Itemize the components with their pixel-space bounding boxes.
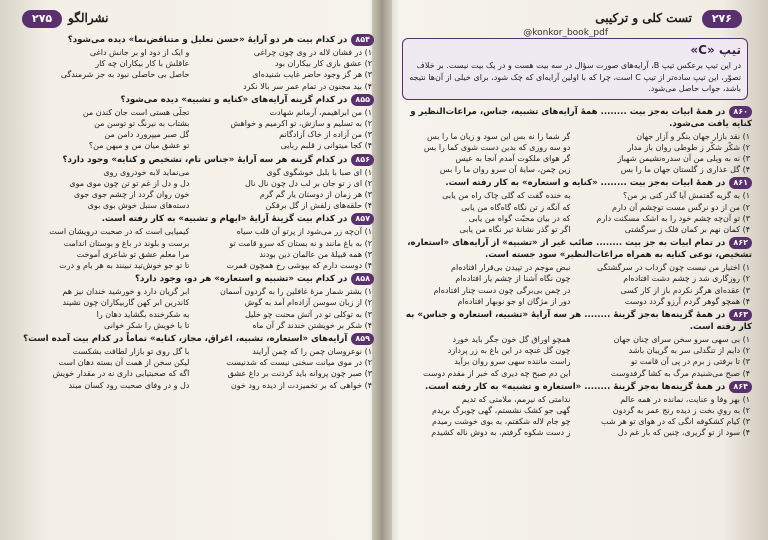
question-number: ۸۶۲ bbox=[729, 237, 752, 249]
option-line: حاصل بی حاصلی نبود به جز شرمندگی bbox=[60, 70, 190, 80]
question-number: ۸۵۶ bbox=[351, 154, 374, 166]
option-line: و ایک از دود او بر جانش داغی bbox=[89, 48, 190, 57]
option-line: ۳) همه قبیلهٔ من عالمان دین بودند bbox=[259, 249, 372, 259]
option-row bbox=[14, 81, 372, 92]
option-line: این دم صبح چه دیری که خبر از مقدم دوست bbox=[423, 368, 571, 378]
type-c-box bbox=[402, 38, 748, 100]
option-line: زین چمن، سایهٔ آن سرو روان ما را بس bbox=[439, 165, 571, 175]
option-line: ۳) تو آن‌چه چشم خود را به اشک مسکنت دارم bbox=[596, 213, 750, 223]
option-line: چون گل غنچه در این باغ به زر پردازد bbox=[447, 346, 571, 356]
option-row bbox=[14, 47, 372, 58]
option-line: گل صبر میپرورد دامن من bbox=[104, 130, 190, 140]
left-page-header bbox=[8, 8, 380, 32]
question-number: ۸۵۸ bbox=[351, 273, 374, 285]
option-line: نبض موجم در تپیدن بی‌قرار افتاده‌ام bbox=[451, 263, 571, 273]
option-row bbox=[14, 178, 372, 189]
option-row bbox=[14, 129, 372, 140]
option-line: می‌نماید لابه خودروی روی bbox=[103, 167, 190, 177]
question-stem: ۸۶۴در همهٔ گزینه‌ها به‌جز گزینهٔ ........ «استعاره و تشبیه» به کار رفته است. bbox=[398, 381, 752, 393]
option-line: ۱) نقد بازار جهان بنگر و آزار جهان bbox=[636, 131, 750, 141]
type-c-text: در این تیپ برعکس تیپ B، آرایه‌های صورت سؤال در سه بیت هست و در یک بیت نیست. بر خلاف تصوّر، این تیپ ساده‌تر از تیپ C است، چرا که با اولین آرایه‌ای که چک شود، برای خیلی از آن‌ها نتیجه باشد، جواب حاصل می‌شود. bbox=[409, 61, 741, 93]
left-page-number: ۲۷۵ bbox=[22, 10, 62, 28]
option-row bbox=[14, 260, 372, 271]
option-line: ۲) شکّر شکّر ز طوطی روان باز مدار bbox=[627, 142, 750, 152]
option-row bbox=[14, 297, 372, 308]
option-row bbox=[398, 190, 750, 201]
option-line: ۲) ای ز تو جان بر لب دل چون نال نال bbox=[244, 178, 372, 188]
option-line: در چمن بی‌برگی چون دست چنار افتاده‌ام bbox=[433, 285, 571, 295]
question-number: ۸۵۹ bbox=[351, 333, 374, 345]
option-line: ۱) بی سهی سرو سخن سرای چنان جهان bbox=[613, 334, 750, 344]
option-row bbox=[398, 164, 750, 175]
question-stem: ۸۶۰در همهٔ ابیات به‌جز بیت ........ همهٔ آرایه‌های تشبیه، جناس، مراعات‌النظیر و کنایه یافت می‌شود. bbox=[410, 106, 752, 129]
option-line: ۳) من آزاده از خاک آزادگانم bbox=[279, 130, 372, 140]
option-row bbox=[398, 202, 750, 213]
option-line: گر هوای ملکوت آمدم آنجا به عیس bbox=[455, 153, 571, 163]
option-row bbox=[14, 107, 372, 118]
option-line: ۴) گل عذاری ز گلستان جهان ما را بس bbox=[620, 165, 750, 175]
option-line: ۴) بید مجنون در تمام عمر سر بالا نکرد bbox=[243, 81, 372, 91]
option-row bbox=[14, 357, 372, 368]
option-line: همچو اوراق گل خون جگر باید خورد bbox=[452, 334, 571, 344]
option-row bbox=[14, 140, 372, 151]
option-line: ۳) تا برفتی ز برم در پی آن قامت تو bbox=[630, 357, 750, 367]
watermark-text: @konkor_book_pdf bbox=[523, 28, 608, 38]
option-row bbox=[14, 320, 372, 331]
option-line: ۴) همچو گوهر گردم آرزو گردد دوست bbox=[624, 296, 750, 306]
option-line: تا با خویش را شکر خوانی bbox=[104, 320, 190, 330]
option-line: ۱) بشتر شمار مزهٔ غافلین را به گردون آسمان bbox=[219, 287, 372, 297]
option-line: ۴) شکر بر خویشتن خندند گر آن ماه bbox=[252, 320, 372, 330]
option-line: ۳) کیام کشکوفه انگی که در هوای تو هر شب bbox=[601, 417, 750, 427]
question-number: ۸۵۴ bbox=[351, 34, 374, 46]
option-line: ۱) در فشان لاله در وی چون چراغی bbox=[253, 48, 372, 57]
option-row bbox=[14, 167, 372, 178]
option-line: دور از مژگان او جو نوبهار افتاده‌ام bbox=[457, 296, 571, 306]
option-line: ۳) صبر چون پروانه باید کردنت بر داغ عشق bbox=[227, 369, 372, 379]
option-row bbox=[398, 356, 750, 367]
option-line: به شکرخنده بگشاید دهان را bbox=[96, 309, 190, 319]
option-line: کیمیایی است که در صحبت درویشان است bbox=[49, 227, 190, 237]
question-stem: ۸۶۳در همهٔ گزینه‌ها به‌جز گزینهٔ ........ هر سه آرایهٔ «تشبیه، استعاره و جناس» به کار رفته است. bbox=[405, 309, 752, 332]
option-line: که در بیان محبّت گواه من یابی bbox=[468, 213, 571, 223]
option-line: ۲) به باغ مانند و نه بستان که سرو قامت تو bbox=[229, 238, 372, 248]
option-row bbox=[398, 394, 750, 405]
option-line: به خنده گفت که گلی چاک راه من یابی bbox=[442, 191, 571, 201]
option-line: ۳) عقده‌ای هرگز نکردم باز از کار کسی bbox=[620, 285, 750, 295]
left-question-list bbox=[8, 34, 380, 391]
option-line: دو سه روزی که بدین دست شوی کما را بس bbox=[423, 142, 571, 152]
option-line: ۳) هر گز وجود حاضر غایب شنیده‌ای bbox=[252, 70, 372, 80]
option-line: ۴) صبح می‌شنیدم مرگ به کشا گرفدوست bbox=[610, 368, 750, 378]
question-number: ۸۵۷ bbox=[351, 213, 374, 225]
question-stem: ۸۶۲در تمام ابیات به جز بیت ........ صائب غیر از «تشبیه» از آرایه‌های «استعاره، تشخیص، نوعی کنایه به همراه مراعات‌النظیر» سود جسته است. bbox=[407, 238, 752, 261]
option-row bbox=[398, 262, 750, 273]
option-line bbox=[14, 81, 189, 92]
option-line: ۱) بهر وفا و عنایت، نمانده در همه عالم bbox=[620, 394, 750, 404]
option-line: ۴) حلقه‌های زلفش از گل برفکن bbox=[265, 201, 372, 211]
option-row bbox=[398, 405, 750, 416]
option-line: تا تو جو خوش‌تید نبینند به هر بام و درت bbox=[59, 261, 190, 271]
option-row bbox=[398, 416, 750, 427]
left-page bbox=[8, 8, 380, 532]
option-line: تو عشق میان من و میهن من؟ bbox=[88, 141, 190, 151]
option-line: گر شما را نه بس این سود و زیان ما را بس bbox=[427, 131, 571, 141]
type-c-title: تیپ «C» bbox=[690, 43, 741, 57]
option-line: ۳) نه به ویلی من آن سدره‌نشیمن شهباز bbox=[617, 153, 750, 163]
option-row bbox=[398, 153, 750, 164]
option-row bbox=[398, 131, 750, 142]
option-line: دسته‌های سنبل خوش بوی بوی bbox=[87, 201, 190, 211]
option-row bbox=[14, 249, 372, 260]
question-number: ۸۶۰ bbox=[729, 106, 752, 118]
option-line: دل و دل از غم تو تن چون موی موی bbox=[69, 178, 190, 188]
option-row bbox=[398, 368, 750, 379]
option-line: برست و بلوند در باغ و بوستان اندامت bbox=[63, 238, 190, 248]
option-line: کاندرین ابر کهن گاربیکاران چون نشیند bbox=[62, 298, 190, 308]
option-line: ۲) به تسلیم و سازش، تو اکرمیم و خواهش bbox=[230, 119, 372, 129]
question-number: ۸۵۵ bbox=[351, 94, 374, 106]
option-row bbox=[14, 69, 372, 80]
question-stem: ۸۵۸در کدام بیت «تشبیه و استعاره» هر دو، وجود دارد؟ bbox=[14, 273, 374, 285]
option-line: ۴) دوست دارم که بپوشی رخ همچون قمرت bbox=[226, 261, 372, 271]
option-line: تجلّی هستی است جان کندن من bbox=[82, 107, 190, 117]
right-page-number: ۲۷۶ bbox=[702, 10, 742, 28]
option-line: بشتاب به نیرنگ تو توسن من bbox=[94, 119, 190, 129]
option-line: مرا معلم عشق تو شاعری آموخت bbox=[76, 249, 190, 259]
option-line: ز دست شکوه گرفتم، به دوش ناله کشیدم bbox=[431, 428, 571, 438]
option-line: ابر گریان دارد و خورشید خندان نیز هم bbox=[62, 287, 190, 297]
option-line: ۴) کجا میتوانی ز قلبم ربایی bbox=[280, 141, 372, 151]
option-row bbox=[398, 213, 750, 224]
option-line: ۲) در موی میانت سخنی نیست که شدنیست bbox=[226, 358, 372, 368]
option-row bbox=[14, 189, 372, 200]
option-line: ۲) عشق بازی کار بیکاران بود bbox=[275, 59, 372, 69]
option-row bbox=[398, 345, 750, 356]
option-row bbox=[398, 285, 750, 296]
question-number: ۸۶۴ bbox=[729, 381, 752, 393]
option-line: ۱) اختیار من نیست چون گرداب در سرگشتگی bbox=[596, 263, 750, 273]
question-stem: ۸۵۵در کدام گزینه آرایه‌های «کنایه و تشبیه» دیده می‌شود؟ bbox=[14, 94, 374, 106]
option-line: ۱) ای صبا با بلبل خوشگوی گوی bbox=[266, 167, 372, 177]
option-line: ۳) هر زمان از دوستان یار گم گرم bbox=[259, 190, 372, 200]
option-line: ۲) روزگاری شد ز چشم دشت افتاده‌ام bbox=[623, 274, 750, 284]
option-line: ۱) من ابراهیمم، آرمانم شهادت bbox=[269, 107, 372, 117]
option-line: ۳) به توکلی تو در آتش محنت چو خلیل bbox=[244, 309, 372, 319]
option-line: ۱) نوعروسان چمن را که چمن آرایند bbox=[252, 347, 372, 357]
option-line: اگر تو گذر نشانهٔ تیر نگاه من یابی bbox=[459, 224, 571, 234]
option-row bbox=[14, 368, 372, 379]
question-stem: ۸۵۴در کدام بیت هر دو آرایهٔ «حسن تعلیل و متناقض‌نما» دیده می‌شود؟ bbox=[14, 34, 374, 46]
option-line: دل و در وفای صحبت رود کسان مبند bbox=[68, 380, 190, 390]
question-number: ۸۶۳ bbox=[729, 309, 752, 321]
option-line: ۴) سود از تو گزیری، چنین که بار غم دل bbox=[617, 428, 750, 438]
right-page bbox=[392, 8, 758, 532]
option-row bbox=[398, 273, 750, 284]
option-row bbox=[398, 224, 750, 235]
option-row bbox=[398, 427, 750, 438]
left-page-title: نشرالگو bbox=[68, 11, 109, 25]
option-row bbox=[14, 200, 372, 211]
question-stem: ۸۶۱در همهٔ ابیات به‌جز بیت ........ «کنایه و استعاره» به کار رفته است. bbox=[398, 177, 752, 189]
option-row bbox=[14, 309, 372, 320]
option-line: ۲) من از دو نرگس مست توچشم آن دارم bbox=[611, 202, 750, 212]
question-stem: ۸۵۷در کدام بیت گزینهٔ آرایهٔ «ایهام و تشبیه» به کار رفته است. bbox=[14, 213, 374, 225]
option-row bbox=[14, 238, 372, 249]
option-row bbox=[398, 334, 750, 345]
option-line: که آنگه ز تن نگاه گاه‌گاه من یابی bbox=[461, 202, 571, 212]
option-row bbox=[14, 58, 372, 69]
option-line: خون روان گردد از چشم جوی جوی bbox=[73, 190, 190, 200]
option-line: لیکن سخن از همت آن بسته دهان است bbox=[58, 358, 190, 368]
option-line: ۱) آن‌چه زر می‌شود از پرتو آن قلب سیاه bbox=[236, 227, 372, 237]
option-row bbox=[14, 286, 372, 297]
option-line: اگه که صحبتیابی داری نه در مقدار خویش bbox=[52, 369, 190, 379]
question-number: ۸۶۱ bbox=[729, 177, 752, 189]
option-line: با گل روی تو بازار لطافت بشکست bbox=[72, 347, 190, 357]
option-line: گهی جو کشک نشستم، گهی چوبرگ بریدم bbox=[431, 405, 571, 415]
option-line: ۲) به رویِ بخت ز دیده رنج عمر به گردون bbox=[612, 405, 750, 415]
option-line: راست ماننده سهی سرو روان برآید bbox=[454, 357, 571, 367]
option-line: ۴) کمان نهم بر کمان فلک ز سرگشتی bbox=[624, 224, 750, 234]
option-row bbox=[14, 346, 372, 357]
option-line: عاقلش با کار بیکاران چه کار bbox=[95, 59, 190, 69]
option-line: چون نگاه آشنا از چشم یار افتاده‌ام bbox=[455, 274, 571, 284]
option-row bbox=[398, 142, 750, 153]
option-line: ۴) خواهی که بر تخمیزدت از دیده رود خون bbox=[230, 380, 372, 390]
option-row bbox=[14, 380, 372, 391]
option-line: ندامتی که نیرمم، ملامتی که تدیم bbox=[461, 394, 571, 404]
question-stem: ۸۵۹آرایه‌های «استعاره، تشبیه، اغراق، مجاز، کنایه» تماماً در کدام بیت آمده است؟ bbox=[14, 333, 374, 345]
option-line: ۱) به گریه گفتمش آیا گذر کنی بر من؟ bbox=[622, 191, 750, 201]
option-line: ۲) از زبان سوسن آزاده‌ام آمد به گوش bbox=[244, 298, 372, 308]
option-line: ۲) دایم از تنگدلی سر به گریبان باشد bbox=[628, 346, 750, 356]
question-stem: ۸۵۶در کدام گزینه هر سه آرایهٔ «جناس تام، تشخیص و کنایه» وجود دارد؟ bbox=[14, 154, 374, 166]
right-question-list bbox=[392, 106, 758, 439]
option-row bbox=[398, 296, 750, 307]
option-row bbox=[14, 226, 372, 237]
option-line: چو جام لاله شکفتم، به بوی خوشت رمیدم bbox=[431, 417, 571, 427]
option-row bbox=[14, 118, 372, 129]
right-page-title: تست کلی و ترکیبی bbox=[595, 11, 692, 25]
